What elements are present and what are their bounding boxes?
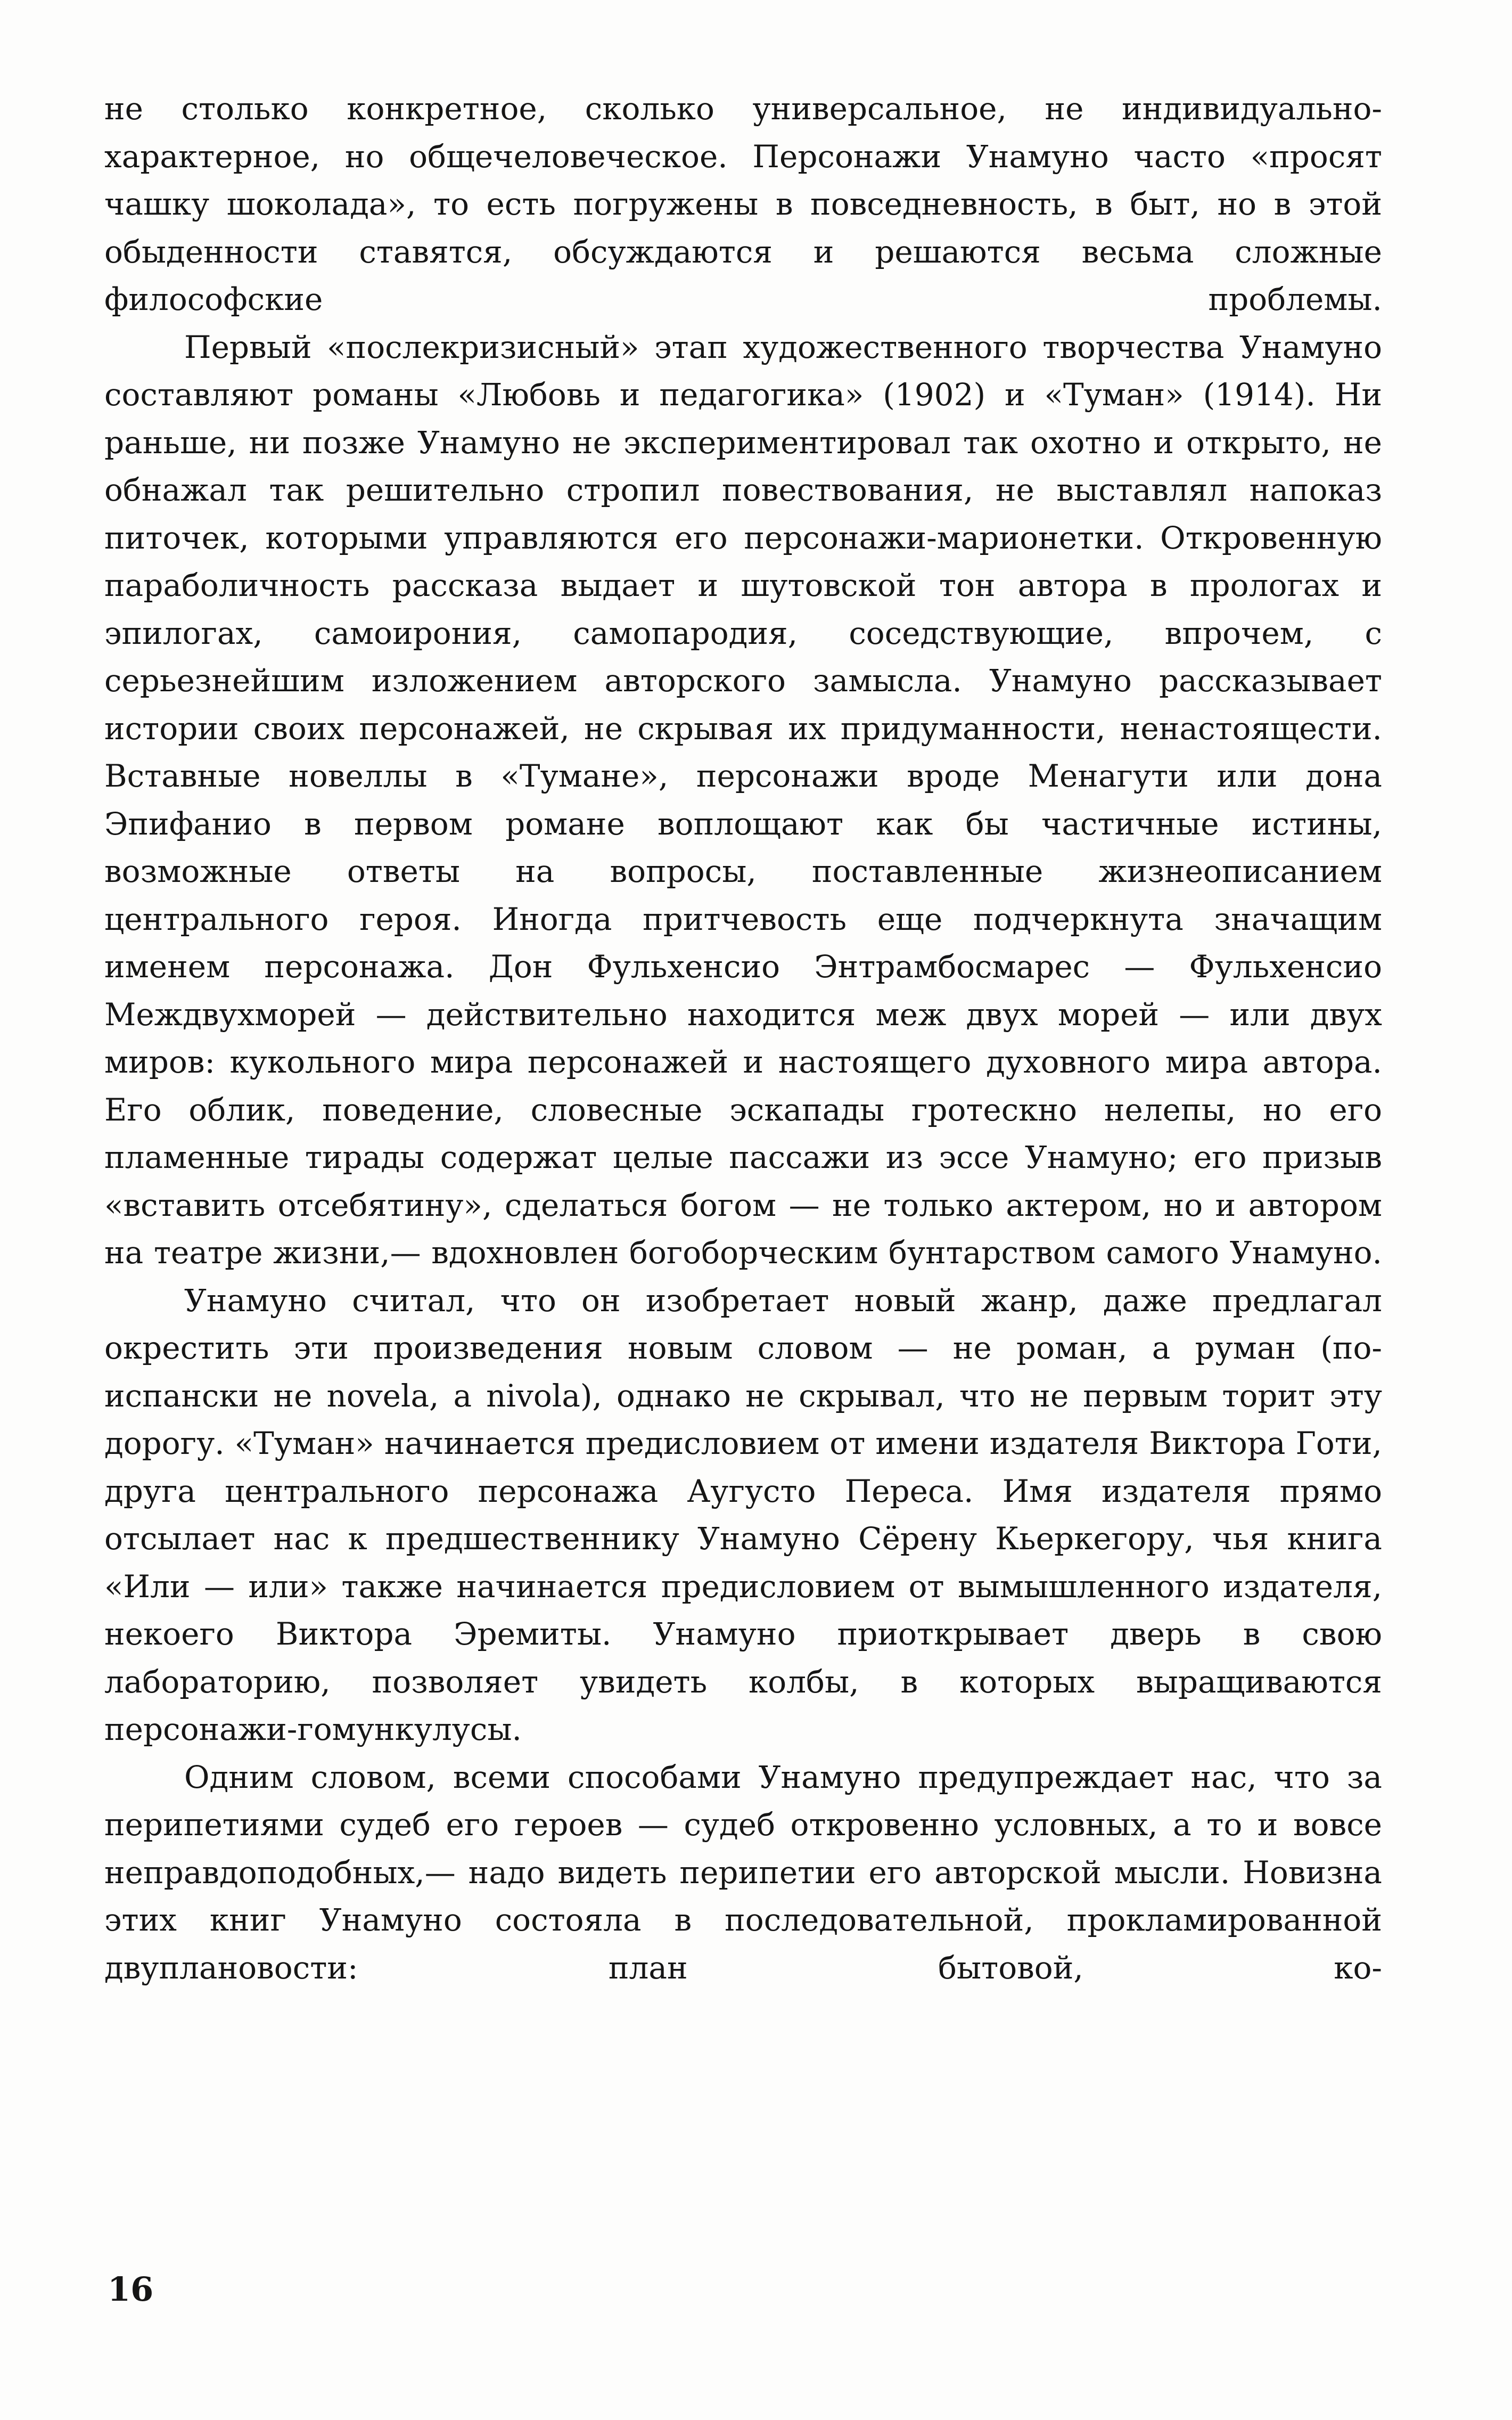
body-text — [104, 85, 1382, 1992]
paragraph-2: Первый «послекризисный» этап художественного творчества Унамуно составляют романы «Любовь и педагогика» (1902) и «Туман» (1914). Ни раньше, ни позже Унамуно не экспериментировал так охотно и открыто, не обнажал так решительно стропил повествования, не выставлял напоказ питочек, которыми управляются его персонажи-марионетки. Откровенную параболичность рассказа выдает и шутовской тон автора в прологах и эпилогах, самоирония, самопародия, соседствующие, впрочем, с серьезнейшим изложением авторского замысла. Унамуно рассказывает истории своих персонажей, не скрывая их придуманности, ненастоящести. Вставные новеллы в «Тумане», персонажи вроде Менагути или дона Эпифанио в первом романе воплощают как бы частичные истины, возможные ответы на вопросы, поставленные жизнеописанием центрального героя. Иногда притчевость еще подчеркнута значащим именем персонажа. Дон Фульхенсио Энтрамбосмарес — Фульхенсио Междвухморей — действительно находится меж двух морей — или двух миров: кукольного мира персонажей и настоящего духовного мира автора. Его облик, поведение, словесные эскапады гротескно нелепы, но его пламенные тирады содержат целые пассажи из эссе Унамуно; его призыв «вставить отсебятину», сделаться богом — не только актером, но и автором на театре жизни,— вдохновлен богоборческим бунтарством самого Унамуно. — [104, 329, 1382, 1271]
paragraph-3: Унамуно считал, что он изобретает новый жанр, даже предлагал окрестить эти произведения новым словом — не роман, а руман (по-испански не novela, а nivola), однако не скрывал, что не первым торит эту дорогу. «Туман» начинается предисловием от имени издателя Виктора Готи, друга центрального персонажа Аугусто Переса. Имя издателя прямо отсылает нас к предшественнику Унамуно Сёрену Кьеркегору, чья книга «Или — или» также начинается предисловием от вымышленного издателя, некоего Виктора Эремиты. Унамуно приоткрывает дверь в свою лабораторию, позволяет увидеть колбы, в которых выращиваются персонажи-гомункулусы. — [104, 1282, 1382, 1747]
page-number: 16 — [108, 2270, 154, 2309]
paragraph-4: Одним словом, всеми способами Унамуно предупреждает нас, что за перипетиями судеб его героев — судеб откровенно условных, а то и вовсе неправдоподобных,— надо видеть перипетии его авторской мысли. Новизна этих книг Унамуно состояла в последовательной, прокламированной двуплановости: план бытовой, ко- — [104, 1759, 1382, 1986]
paragraph-1: не столько конкретное, сколько универсальное, не индивидуально-характерное, но общечеловеческое. Персонажи Унамуно часто «просят чашку шоколада», то есть погружены в повседневность, в быт, но в этой обыденности ставятся, обсуждаются и решаются весьма сложные философские проблемы. — [104, 91, 1382, 317]
